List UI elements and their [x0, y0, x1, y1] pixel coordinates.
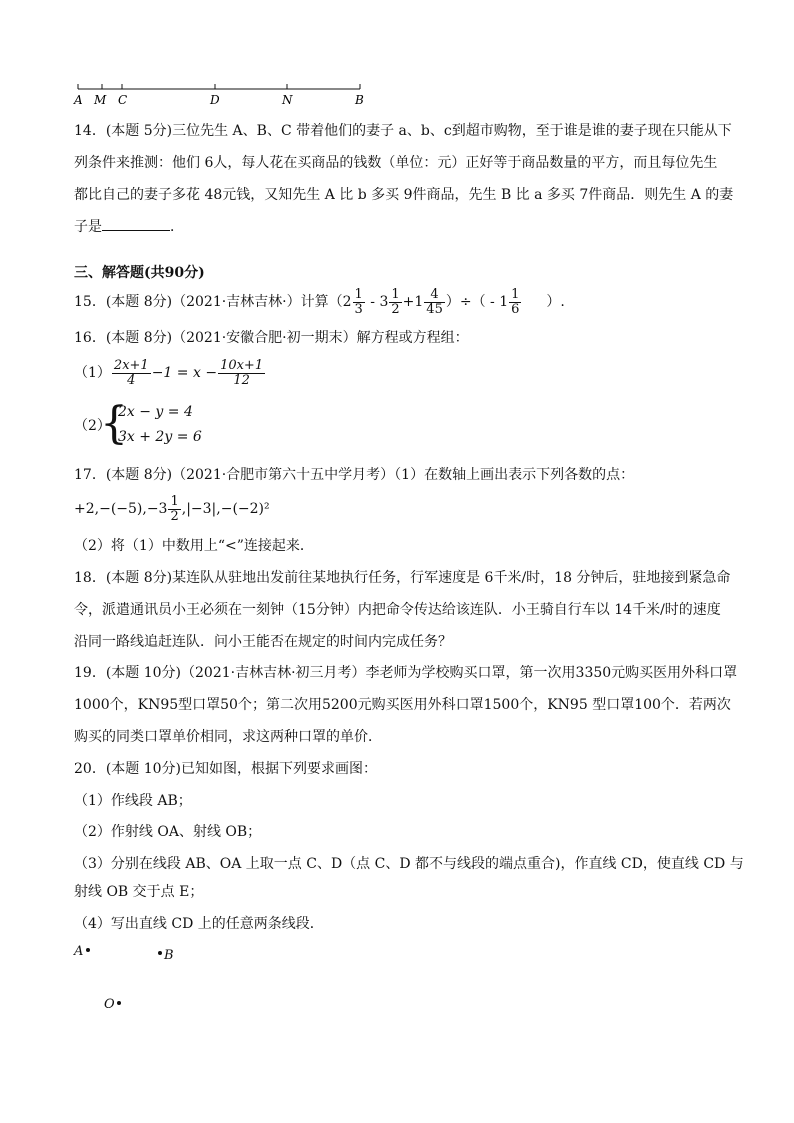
q15-f4-numerator: 1 [511, 286, 520, 302]
q20-part-2: （2）作射线 OA、射线 OB； [74, 824, 262, 840]
q15-f1-denominator: 3 [354, 301, 363, 317]
q16-p1-f1-denominator: 4 [127, 372, 136, 388]
q15-prefix: 15．(本题 8分)（2021·吉林吉林·）计算（2 [74, 294, 352, 310]
label-d: D [210, 93, 220, 107]
q20-part-3-line-1: （3）分别在线段 AB、OA 上取一点 C、D（点 C、D 都不与线段的端点重合)，作直线 CD，使直线 CD 与 [74, 856, 744, 872]
q15-fraction-1 [353, 288, 365, 317]
q15-f4-denominator: 6 [511, 301, 520, 317]
q15-mid-1: - 3 [365, 294, 389, 310]
q17-numbers [74, 493, 726, 525]
q15-f3-denominator: 45 [426, 301, 443, 317]
q15-fraction-2 [389, 288, 401, 317]
section-title: 三、解答题(共90分) [74, 265, 205, 281]
q15-f2-denominator: 2 [391, 301, 400, 317]
q14-line-4 [74, 216, 726, 237]
point-o-dot [117, 1001, 121, 1005]
point-b-dot [158, 951, 162, 955]
q16-p1-f2-denominator: 12 [233, 372, 250, 388]
q16-p2-label: （2） [74, 418, 111, 434]
q18-line-2: 令，派遣通讯员小王必须在一刻钟（15分钟）内把命令传达给该连队．小王骑自行车以 14千米/时的速度 [74, 602, 721, 618]
q16-title: 16．(本题 8分)（2021·安徽合肥·初一期末）解方程或方程组： [74, 330, 469, 346]
q17-part-2: （2）将（1）中数用上“<”连接起来． [74, 538, 314, 554]
answer-blank[interactable] [102, 216, 170, 231]
q19-line-2: 1000个，KN95型口罩50个；第二次用5200元购买医用外科口罩1500个，KN95 型口罩100个．若两次 [74, 697, 731, 713]
q17-fraction [168, 495, 180, 524]
point-b-label: B [164, 948, 174, 963]
q19-line-3: 购买的同类口罩单价相同，求这两种口罩的单价． [74, 729, 382, 745]
q15-fraction-4 [509, 288, 521, 317]
label-n: N [282, 93, 293, 107]
label-m: M [94, 93, 107, 107]
q15-suffix: ）. [546, 294, 565, 310]
q17-nums-prefix: +2,−(−5),−3 [74, 501, 168, 517]
q15-fraction-3 [424, 288, 445, 317]
point-a-label: A [74, 944, 84, 959]
q14-line-3: 都比自己的妻子多花 48元钱，又知先生 A 比 b 多买 9件商品，先生 B 比 a 多买 7件商品．则先生 A 的妻 [74, 187, 734, 203]
q17-f-numerator: 1 [170, 493, 179, 509]
point-o-label: O [104, 997, 115, 1012]
point-a-dot [86, 948, 90, 952]
label-a: A [74, 93, 83, 107]
q15-f3-numerator: 4 [424, 288, 445, 303]
label-c: C [118, 93, 128, 107]
q14-line-2: 列条件来推测：他们 6人，每人花在买商品的钱数（单位：元）正好等于商品数量的平方，而且每位先生 [74, 155, 718, 171]
q16-p1-middle: −1 = x − [151, 365, 218, 381]
q20-part-1: （1）作线段 AB； [74, 793, 192, 809]
q17-f-denominator: 2 [170, 508, 179, 524]
q20-part-3-line-2: 射线 OB 交于点 E； [74, 884, 204, 900]
q16-p1-fraction-2 [218, 359, 265, 388]
system-brace: { [100, 398, 128, 449]
q17-nums-suffix: ,|−3|,−(−2)² [181, 501, 270, 517]
q15-line [74, 287, 726, 317]
q16-p2-equation-1: 2x − y = 4 [118, 404, 193, 420]
q16-p2-equation-2: 3x + 2y = 6 [118, 429, 202, 445]
q18-line-3: 沿同一路线追赶连队．问小王能否在规定的时间内完成任务？ [74, 634, 452, 650]
q14-line-1: 14．(本题 5分)三位先生 A、B、C 带着他们的妻子 a、b、c到超市购物，至于谁是谁的妻子现在只能从下 [74, 123, 732, 139]
q15-f2-numerator: 1 [391, 286, 400, 302]
q16-p1-fraction-1 [112, 359, 151, 388]
q17-title: 17．(本题 8分)（2021·合肥市第六十五中学月考）（1）在数轴上画出表示下列各数的点： [74, 467, 635, 483]
q20-title: 20．(本题 10分)已知如图，根据下列要求画图： [74, 761, 378, 777]
q19-line-1: 19．(本题 10分)（2021·吉林吉林·初三月考）李老师为学校购买口罩，第一次用3350元购买医用外科口罩 [74, 665, 738, 681]
number-line-figure [70, 80, 370, 112]
q18-line-1: 18．(本题 8分)某连队从驻地出发前往某地执行任务，行军速度是 6千米/时，18 分钟后，驻地接到紧急命 [74, 570, 731, 586]
q20-part-4: （4）写出直线 CD 上的任意两条线段． [74, 916, 324, 932]
q14-line-4-prefix: 子是 [74, 219, 102, 235]
q14-line-4-suffix: ． [170, 219, 184, 235]
q16-p1-f2-numerator: 10x+1 [220, 357, 264, 373]
q16-part-1 [74, 356, 726, 390]
q15-f1-numerator: 1 [354, 286, 363, 302]
q15-mid-2: +1 [402, 294, 424, 310]
q15-mid-3: ）÷（ - 1 [445, 294, 509, 310]
q16-p1-f1-numerator: 2x+1 [113, 357, 149, 373]
q16-p1-label: （1） [74, 365, 111, 381]
label-b: B [355, 93, 364, 107]
